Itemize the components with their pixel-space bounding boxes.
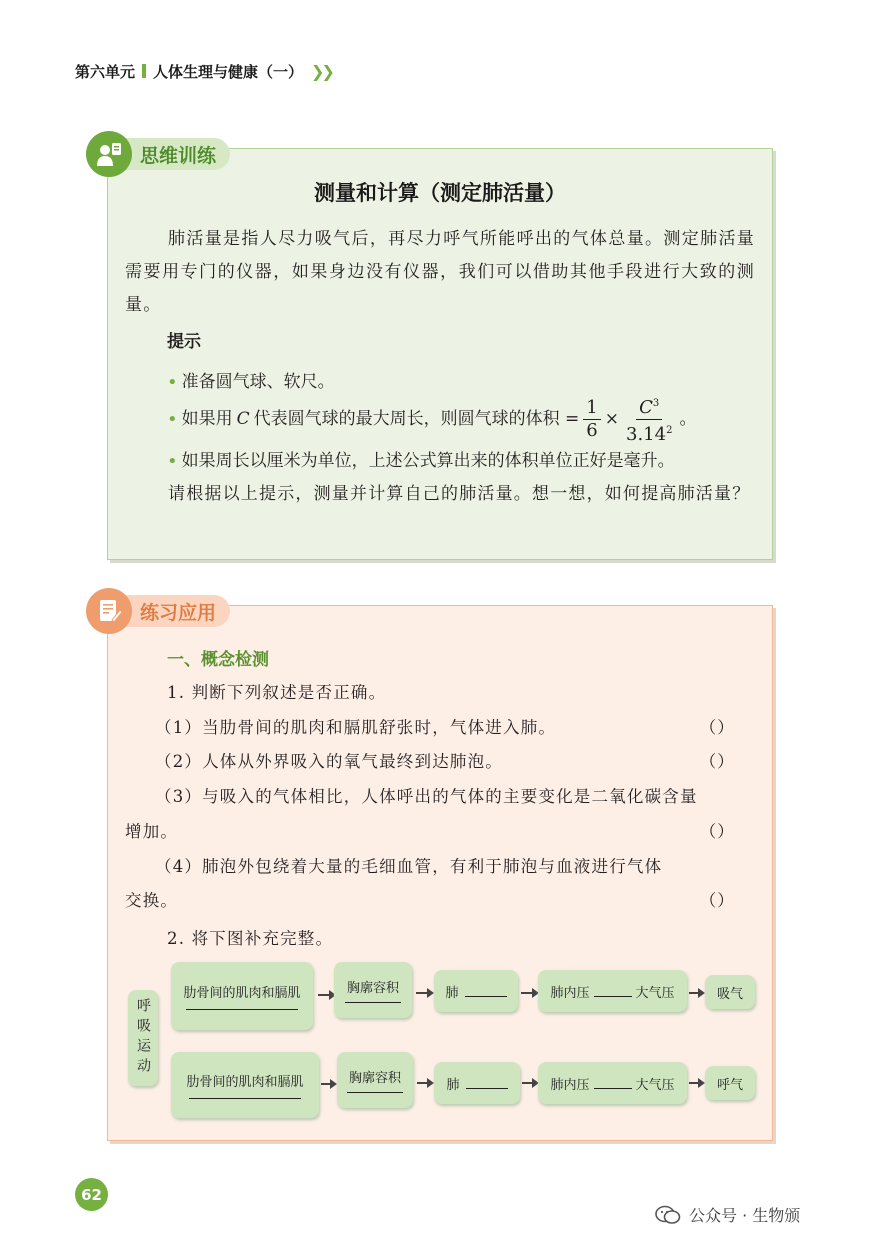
question-1-2: （2）人体从外界吸入的氧气最终到达肺泡。 （） — [155, 745, 755, 779]
watermark-text: 公众号 · 生物颁 — [689, 1206, 801, 1225]
arrow-right-icon — [522, 1082, 537, 1084]
section-title: 测量和计算（测定肺活量） — [314, 181, 566, 205]
result-node-exhale: 呼气 — [705, 1066, 755, 1100]
practice-tab — [86, 588, 230, 634]
fill-blank[interactable] — [594, 1088, 632, 1089]
fraction-c-cubed: $\frac{C^3}{3.14^2}$ — [623, 393, 675, 446]
concept-check-heading: 一、概念检测 — [167, 650, 269, 670]
arrow-right-icon — [689, 1082, 703, 1084]
running-header — [75, 59, 332, 83]
chest-volume-node-exhale: 胸廓容积 — [337, 1052, 413, 1108]
arrow-right-icon — [417, 1082, 432, 1084]
fill-blank[interactable] — [466, 1088, 508, 1089]
arrow-right-icon — [416, 992, 432, 994]
arrow-right-icon — [689, 992, 703, 994]
lung-node-inhale: 肺 — [434, 970, 518, 1012]
fraction-one-sixth: $\frac{1}{6}$ — [583, 397, 600, 442]
breathing-movement-label: 呼吸运动 — [128, 990, 158, 1086]
lung-node-exhale: 肺 — [434, 1062, 520, 1104]
muscle-node-exhale: 肋骨间的肌肉和膈肌 — [171, 1052, 319, 1118]
person-thinking-icon — [86, 131, 132, 177]
times-sign: × — [604, 408, 619, 429]
tab-label: 练习应用 — [118, 595, 230, 627]
document-edit-icon — [86, 588, 132, 634]
unit-label: 第六单元 — [75, 62, 136, 81]
question-1-1: （1）当肋骨间的肌肉和膈肌舒张时，气体进入肺。 （） — [155, 711, 755, 745]
hint-bullet — [167, 445, 675, 478]
fill-blank[interactable] — [189, 1098, 301, 1099]
bullet-text: 如果周长以厘米为单位，上述公式算出来的体积单位正好是毫升。 — [181, 451, 675, 471]
page-number: 62 — [75, 1178, 108, 1211]
question-1-3: （3）与吸入的气体相比，人体呼出的气体的主要变化是二氧化碳含量 — [155, 787, 698, 806]
fill-blank[interactable] — [186, 1009, 298, 1010]
result-node-inhale: 吸气 — [705, 975, 755, 1009]
arrow-right-icon — [318, 994, 334, 996]
bullet-text: 如果用 — [181, 408, 233, 429]
intro-paragraph: 肺活量是指人尽力吸气后，再尽力呼气所能呼出的气体总量。测定肺活量需要用专门的仪器，如果身边没有仪器，我们可以借助其他手段进行大致的测量。 — [125, 229, 755, 315]
answer-parentheses[interactable]: （） — [699, 718, 735, 737]
chevron-right-icon: ❯❯ — [311, 61, 332, 81]
fill-blank[interactable] — [345, 1002, 401, 1003]
fill-blank[interactable] — [594, 996, 632, 997]
watermark — [655, 1203, 800, 1226]
question-1-3-cont: 增加。 （） — [125, 815, 755, 849]
question-1-4-cont: 交换。 （） — [125, 884, 755, 918]
wechat-icon — [655, 1205, 681, 1225]
pressure-node-inhale: 肺内压 大气压 — [538, 970, 687, 1012]
answer-parentheses[interactable]: （） — [699, 752, 735, 771]
fill-blank[interactable] — [465, 996, 507, 997]
variable-c: C — [236, 408, 250, 429]
question-2: 2. 将下图补充完整。 — [167, 929, 334, 948]
hint-label: 提示 — [167, 332, 201, 352]
bullet-dot: • — [167, 408, 178, 430]
answer-parentheses[interactable]: （） — [699, 822, 735, 841]
thinking-training-tab — [86, 131, 230, 177]
fill-blank[interactable] — [347, 1092, 403, 1093]
tab-label: 思维训练 — [118, 138, 230, 170]
answer-parentheses[interactable]: （） — [699, 891, 735, 910]
arrow-right-icon — [521, 992, 537, 994]
muscle-node-inhale: 肋骨间的肌肉和膈肌 — [171, 962, 313, 1030]
bullet-dot: • — [167, 372, 178, 393]
unit-title: 人体生理与健康（一） — [153, 62, 304, 81]
bullet-text: 代表圆气球的最大周长，则圆气球的体积 = — [253, 408, 580, 429]
bullet-dot: • — [167, 451, 178, 472]
bullet-text: 准备圆气球、软尺。 — [181, 372, 335, 392]
question-1: 1. 判断下列叙述是否正确。 — [167, 683, 387, 702]
closing-paragraph: 请根据以上提示，测量并计算自己的肺活量。想一想，如何提高肺活量？ — [168, 484, 751, 504]
header-divider — [142, 64, 146, 78]
arrow-right-icon — [321, 1083, 335, 1085]
chest-volume-node-inhale: 胸廓容积 — [334, 962, 412, 1018]
pressure-node-exhale: 肺内压 大气压 — [538, 1062, 687, 1104]
question-1-4: （4）肺泡外包绕着大量的毛细血管，有利于肺泡与血液进行气体 — [155, 857, 663, 876]
hint-bullet-formula: • 如果用 C 代表圆气球的最大周长，则圆气球的体积 = $\frac{1}{6}$ × $\frac{C^3}{3.14^2}$ 。 — [167, 394, 696, 444]
